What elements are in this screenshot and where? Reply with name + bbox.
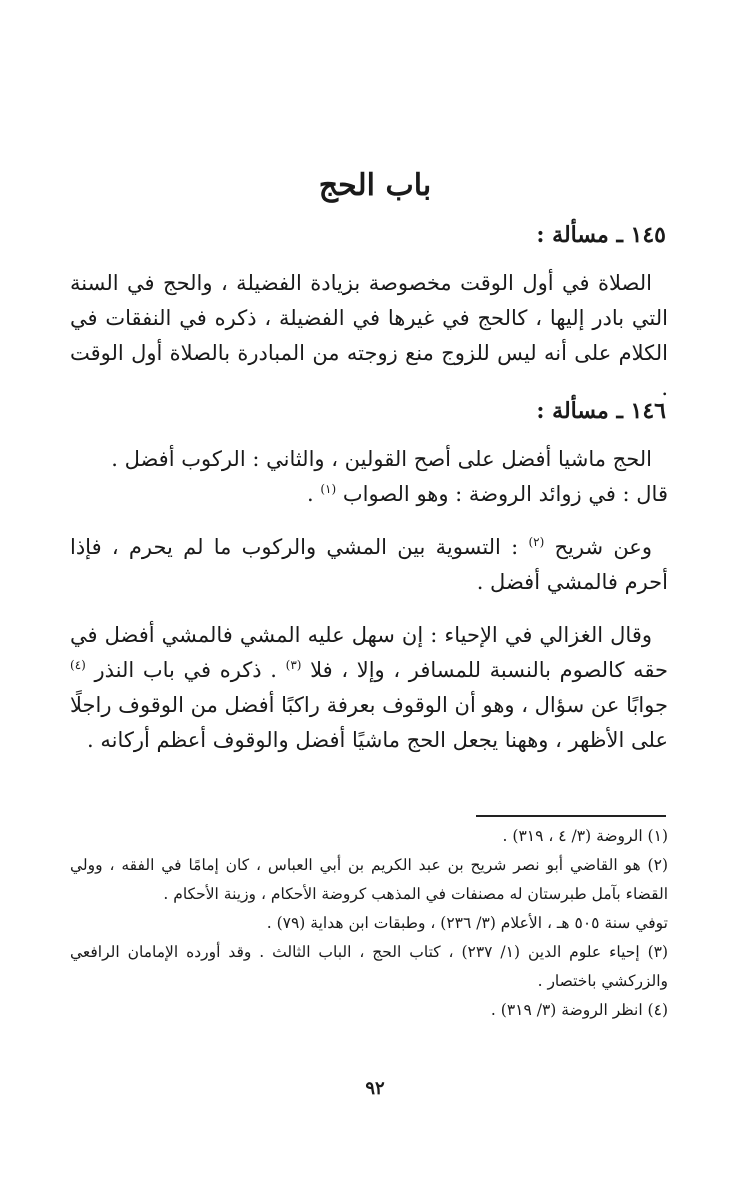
page-number: ٩٢	[365, 1078, 385, 1099]
paragraph-walking	[70, 442, 668, 512]
issue-145-body	[70, 266, 668, 406]
footnote: (٤) انظر الروضة (٣/ ٣١٩) .	[490, 1001, 668, 1019]
paragraph-text: . ذكره في باب النذر	[94, 658, 286, 682]
paragraph-text: : التسوية بين المشي والركوب ما لم يحرم ، فإذا أحرم فالمشي أفضل .	[70, 535, 668, 594]
paragraph-shurayh	[70, 530, 668, 600]
footnote-ref[interactable]: (٢)	[528, 535, 545, 549]
footnote-ref[interactable]: (٣)	[285, 658, 302, 672]
paragraph-text: .	[307, 482, 321, 506]
paragraph: الصلاة في أول الوقت مخصوصة بزيادة الفضيلة ، والحج في السنة التي بادر إليها ، كالحج في غيرها في الفضيلة ، ذكره في النفقات في الكلام على أنه ليس للزوج منع زوجته من المبادرة بالصلاة أول الوقت .	[70, 271, 668, 400]
issue-146-body	[70, 442, 668, 758]
paragraph-text: وقال الغزالي في الإحياء : إن سهل عليه المشي فالمشي أفضل في حقه كالصوم بالنسبة للمسافر ، وإلا ، فلا	[70, 623, 668, 682]
footnote-ref[interactable]: (٤)	[70, 658, 86, 672]
issue-heading-146: ١٤٦ ـ مسألة :	[536, 398, 666, 424]
paragraph-text: وعن شريح	[554, 535, 652, 559]
footnotes	[70, 822, 668, 1025]
footnote-divider	[476, 815, 666, 817]
footnote: (٣) إحياء علوم الدين (١/ ٢٣٧) ، كتاب الحج ، الباب الثالث . وقد أورده الإمامان الرافعي والزركشي باختصار .	[70, 943, 669, 990]
paragraph-text: الحج ماشيا أفضل على أصح القولين ، والثاني : الركوب أفضل .	[111, 447, 652, 471]
chapter-title: باب الحج	[318, 168, 432, 203]
footnote-ref[interactable]: (١)	[320, 482, 337, 496]
footnote: (٢) هو القاضي أبو نصر شريح بن عبد الكريم بن أبي العباس ، كان إمامًا في الفقه ، وولي القضاء بآمل طبرستان له مصنفات في المذهب كروضة الأحكام ، وزينة الأحكام .	[70, 856, 668, 903]
footnote: (١) الروضة (٣/ ٤ ، ٣١٩) .	[502, 827, 668, 845]
issue-heading-145: ١٤٥ ـ مسألة :	[536, 222, 666, 248]
footnote: توفي سنة ٥٠٥ هـ ، الأعلام (٣/ ٢٣٦) ، وطبقات ابن هداية (٧٩) .	[266, 914, 668, 932]
paragraph-ghazali	[70, 618, 668, 758]
paragraph-text: جوابًا عن سؤال ، وهو أن الوقوف بعرفة راكبًا أفضل من الوقوف راجلًا على الأظهر ، وههنا يجعل الحج ماشيًا أفضل والوقوف أعظم أركانه .	[70, 693, 668, 752]
paragraph-text: قال : في زوائد الروضة : وهو الصواب	[342, 482, 668, 506]
